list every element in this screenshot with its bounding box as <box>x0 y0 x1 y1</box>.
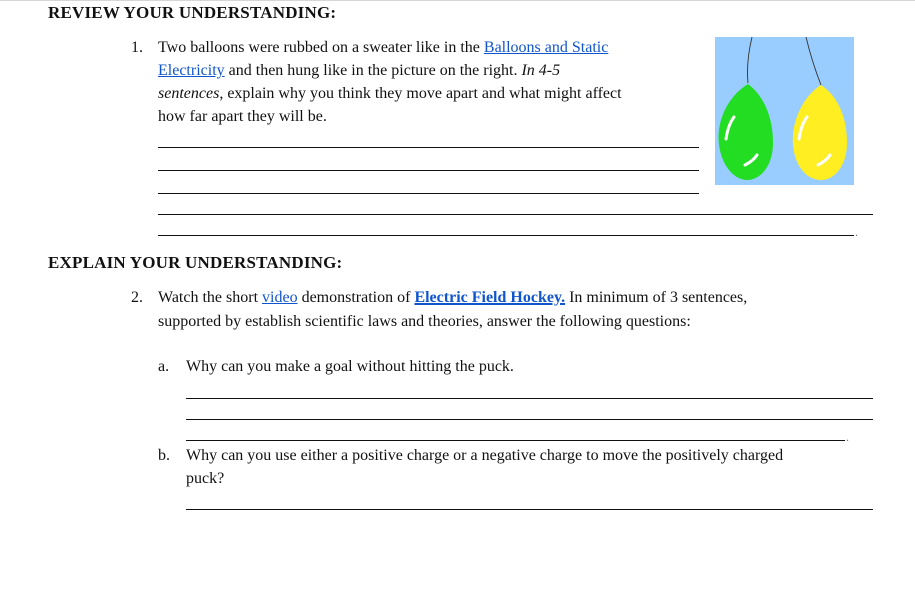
q1-end-period: . <box>855 225 858 239</box>
q1-line-2 <box>158 59 560 82</box>
explain-heading: EXPLAIN YOUR UNDERSTANDING: <box>48 253 343 272</box>
qa-answer-line <box>186 398 873 399</box>
q1-italic-1: In 4-5 <box>521 62 561 79</box>
qa-answer-line <box>186 440 845 441</box>
q1-answer-line <box>158 147 699 148</box>
qa-answer-line <box>186 419 873 420</box>
qa-text: Why can you make a goal without hitting the puck. <box>186 358 514 375</box>
balloons-static-link[interactable]: Balloons and Static <box>483 39 609 56</box>
q1-text-2: and then hung like in the picture on the right. <box>224 62 522 79</box>
q1-text-3: , explain why you think they move apart and what might affect <box>219 85 622 102</box>
q1-answer-line <box>158 235 854 236</box>
q2-text-c: In minimum of 3 sentences, <box>565 289 748 306</box>
qa-letter: a. <box>158 358 170 375</box>
q1-answer-line <box>158 170 699 171</box>
balloons-image <box>715 37 854 185</box>
q1-line-3 <box>158 82 622 105</box>
balloons-illustration <box>715 37 854 185</box>
q2-text-a: Watch the short <box>158 289 263 306</box>
q1-italic-2: sentences <box>158 85 220 102</box>
qa-end-period: . <box>846 430 849 444</box>
electricity-link[interactable]: Electricity <box>158 62 225 79</box>
q2-line-2: supported by establish scientific laws and theories, answer the following questions: <box>158 313 691 330</box>
q1-answer-line <box>158 193 699 194</box>
qb-line-2: puck? <box>186 470 225 487</box>
q2-text-b: demonstration of <box>297 289 415 306</box>
top-divider <box>0 0 915 1</box>
qb-answer-line <box>186 509 873 510</box>
review-heading: REVIEW YOUR UNDERSTANDING: <box>48 3 337 22</box>
qb-letter: b. <box>158 447 170 464</box>
video-link[interactable]: video <box>262 289 298 306</box>
q1-text-1: Two balloons were rubbed on a sweater like in the <box>158 39 484 56</box>
q1-number: 1. <box>131 39 143 56</box>
q2-line-1 <box>158 286 747 309</box>
q1-answer-line <box>158 214 873 215</box>
q2-number: 2. <box>131 289 143 306</box>
qb-line-1: Why can you use either a positive charge or a negative charge to move the positively charged <box>186 447 784 464</box>
electric-field-hockey-link[interactable]: Electric Field Hockey. <box>414 289 566 306</box>
q1-line-4: how far apart they will be. <box>158 108 327 125</box>
q1-line-1 <box>158 36 608 59</box>
